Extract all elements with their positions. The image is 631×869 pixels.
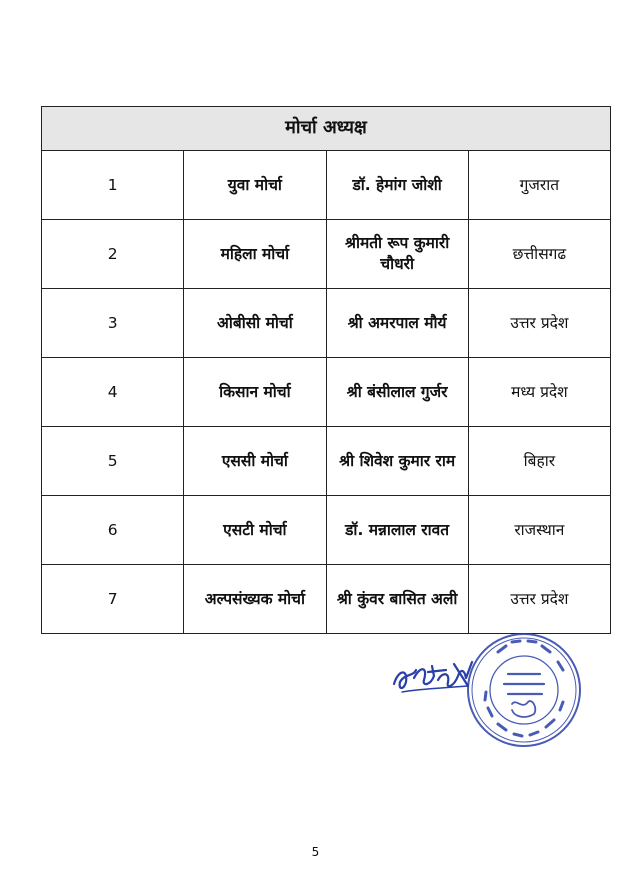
- morcha-name: अल्पसंख्यक मोर्चा: [184, 565, 326, 634]
- table-row: [42, 496, 611, 565]
- row-number: 6: [42, 496, 184, 565]
- row-number: 5: [42, 427, 184, 496]
- party-office-seal: [464, 630, 584, 750]
- state-name: मध्य प्रदेश: [468, 358, 610, 427]
- president-name: डॉ. मन्नालाल रावत: [326, 496, 468, 565]
- row-number: 2: [42, 220, 184, 289]
- table-row: [42, 220, 611, 289]
- president-name: डॉ. हेमांग जोशी: [326, 151, 468, 220]
- table-row: [42, 358, 611, 427]
- morcha-name: महिला मोर्चा: [184, 220, 326, 289]
- morcha-name: ओबीसी मोर्चा: [184, 289, 326, 358]
- table-row: [42, 151, 611, 220]
- morcha-president-table: [41, 106, 611, 634]
- row-number: 3: [42, 289, 184, 358]
- state-name: उत्तर प्रदेश: [468, 565, 610, 634]
- morcha-name: किसान मोर्चा: [184, 358, 326, 427]
- state-name: उत्तर प्रदेश: [468, 289, 610, 358]
- morcha-name: एसटी मोर्चा: [184, 496, 326, 565]
- state-name: गुजरात: [468, 151, 610, 220]
- table-row: [42, 427, 611, 496]
- president-name: श्रीमती रूप कुमारी चौधरी: [326, 220, 468, 289]
- table-row: [42, 565, 611, 634]
- row-number: 7: [42, 565, 184, 634]
- president-name: श्री शिवेश कुमार राम: [326, 427, 468, 496]
- row-number: 4: [42, 358, 184, 427]
- state-name: बिहार: [468, 427, 610, 496]
- page-number: 5: [311, 845, 320, 859]
- president-name: श्री कुंवर बासित अली: [326, 565, 468, 634]
- table-header-row: [42, 107, 611, 151]
- row-number: 1: [42, 151, 184, 220]
- president-name: श्री बंसीलाल गुर्जर: [326, 358, 468, 427]
- morcha-name: एससी मोर्चा: [184, 427, 326, 496]
- state-name: राजस्थान: [468, 496, 610, 565]
- president-name: श्री अमरपाल मौर्य: [326, 289, 468, 358]
- table-title: मोर्चा अध्यक्ष: [42, 107, 611, 151]
- state-name: छत्तीसगढ: [468, 220, 610, 289]
- morcha-name: युवा मोर्चा: [184, 151, 326, 220]
- table-row: [42, 289, 611, 358]
